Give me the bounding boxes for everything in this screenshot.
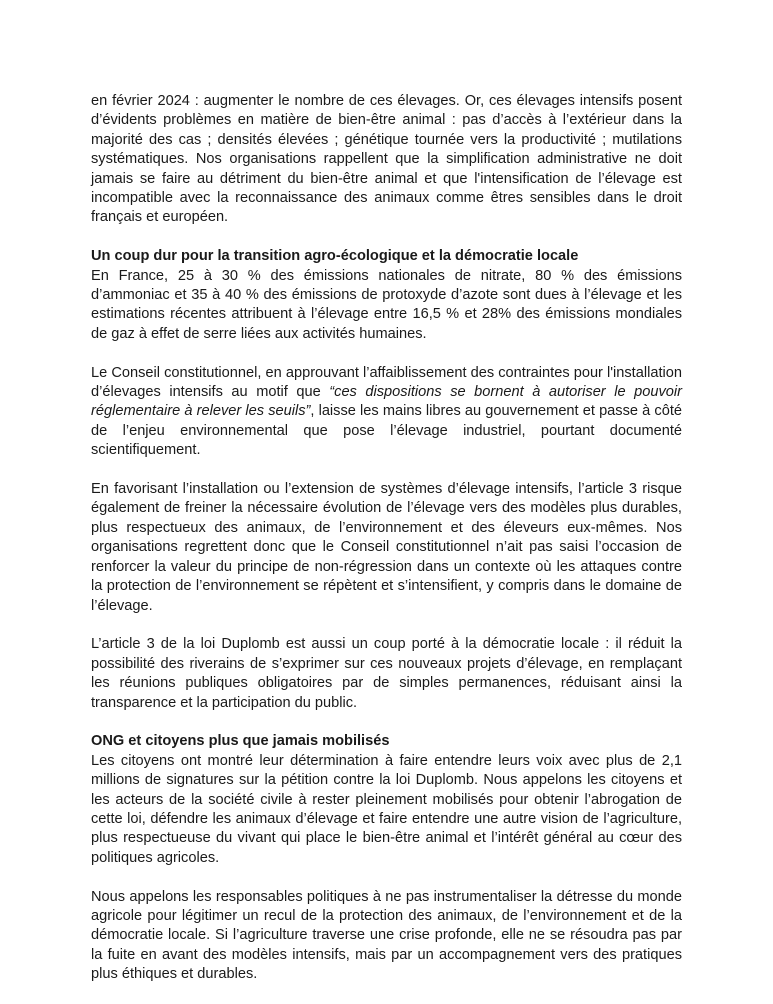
paragraph-animal-welfare: en février 2024 : augmenter le nombre de ces élevages. Or, ces élevages intensifs posent d’évidents problèmes en matière de bien-être animal : pas d’accès à l’extérieur dans la majorité des cas ; densités élevées ; génétique tournée vers la productivité ; mutilations systématiques. Nos organisations rappellent que la simplification administrative ne doit jamais se faire au détriment du bien-être animal et que l'intensification de l’élevage est incompatible avec la reconnaissance des animaux comme êtres sensibles dans le droit français et européen. — [91, 93, 682, 226]
section-heading-mobilisation: ONG et citoyens plus que jamais mobilisés — [91, 733, 390, 750]
council-text-after-quote: , laisse les mains libres au gouvernement et passe à côté de l’enjeu environnemental que pose l’élevage industriel, pourtant documenté scientifiquement. — [91, 403, 683, 459]
council-text-before-quote: Le Conseil constitutionnel, en approuvant l’affaiblissement des contraintes pour l'installation d’élevages intensifs au motif que — [91, 364, 682, 401]
document-page — [91, 92, 682, 1004]
paragraph-constitutional-council — [91, 364, 682, 461]
paragraph-article-3-intensive: En favorisant l’installation ou l’extension de systèmes d’élevage intensifs, l’article 3 risque également de freiner la nécessaire évolution de l’élevage vers des modèles plus durables, plus respectueux des animaux, de l’environnement et des éleveurs eux-mêmes. Nos organisations regrettent donc que le Conseil constitutionnel n’ait pas saisi l’occasion de renforcer la valeur du principe de non-régression dans un contexte où les attaques contre la protection de l’environnement se répètent et s’intensifient, y compris dans le domaine de l’élevage. — [91, 481, 682, 614]
section-heading-agroecology: Un coup dur pour la transition agro-écologique et la démocratie locale — [91, 248, 579, 265]
paragraph-emissions: En France, 25 à 30 % des émissions nationales de nitrate, 80 % des émissions d’ammoniac et 35 à 40 % des émissions de protoxyde d’azote sont dues à l’élevage et les estimations récentes attribuent à l’élevage entre 16,5 % et 28% des émissions mondiales de gaz à effet de serre liées aux activités humaines. — [91, 267, 682, 342]
paragraph-petition: Les citoyens ont montré leur détermination à faire entendre leurs voix avec plus de 2,1 millions de signatures sur la pétition contre la loi Duplomb. Nous appelons les citoyens et les acteurs de la société civile à rester pleinement mobilisés pour obtenir l’abrogation de cette loi, défendre les animaux d’élevage et faire entendre une autre vision de l’agriculture, plus respectueuse du vivant qui place le bien-être animal et l’intérêt général au cœur des politiques agricoles. — [91, 752, 682, 866]
paragraph-local-democracy: L’article 3 de la loi Duplomb est aussi un coup porté à la démocratie locale : il réduit la possibilité des riverains de s’exprimer sur ces nouveaux projets d’élevage, en remplaçant les réunions publiques obligatoires par de simples permanences, réduisant ainsi la transparence et la participation du public. — [91, 636, 682, 711]
council-quote: “ces dispositions se bornent à autoriser le pouvoir réglementaire à relever les seuils” — [91, 384, 682, 420]
paragraph-call-to-politicians: Nous appelons les responsables politiques à ne pas instrumentaliser la détresse du monde agricole pour légitimer un recul de la protection des animaux, de l’environnement et de la démocratie locale. Si l’agriculture traverse une crise profonde, elle ne se résoudra pas par la fuite en avant des modèles intensifs, mais par un accompagnement vers des pratiques plus éthiques et durables. — [91, 888, 682, 983]
